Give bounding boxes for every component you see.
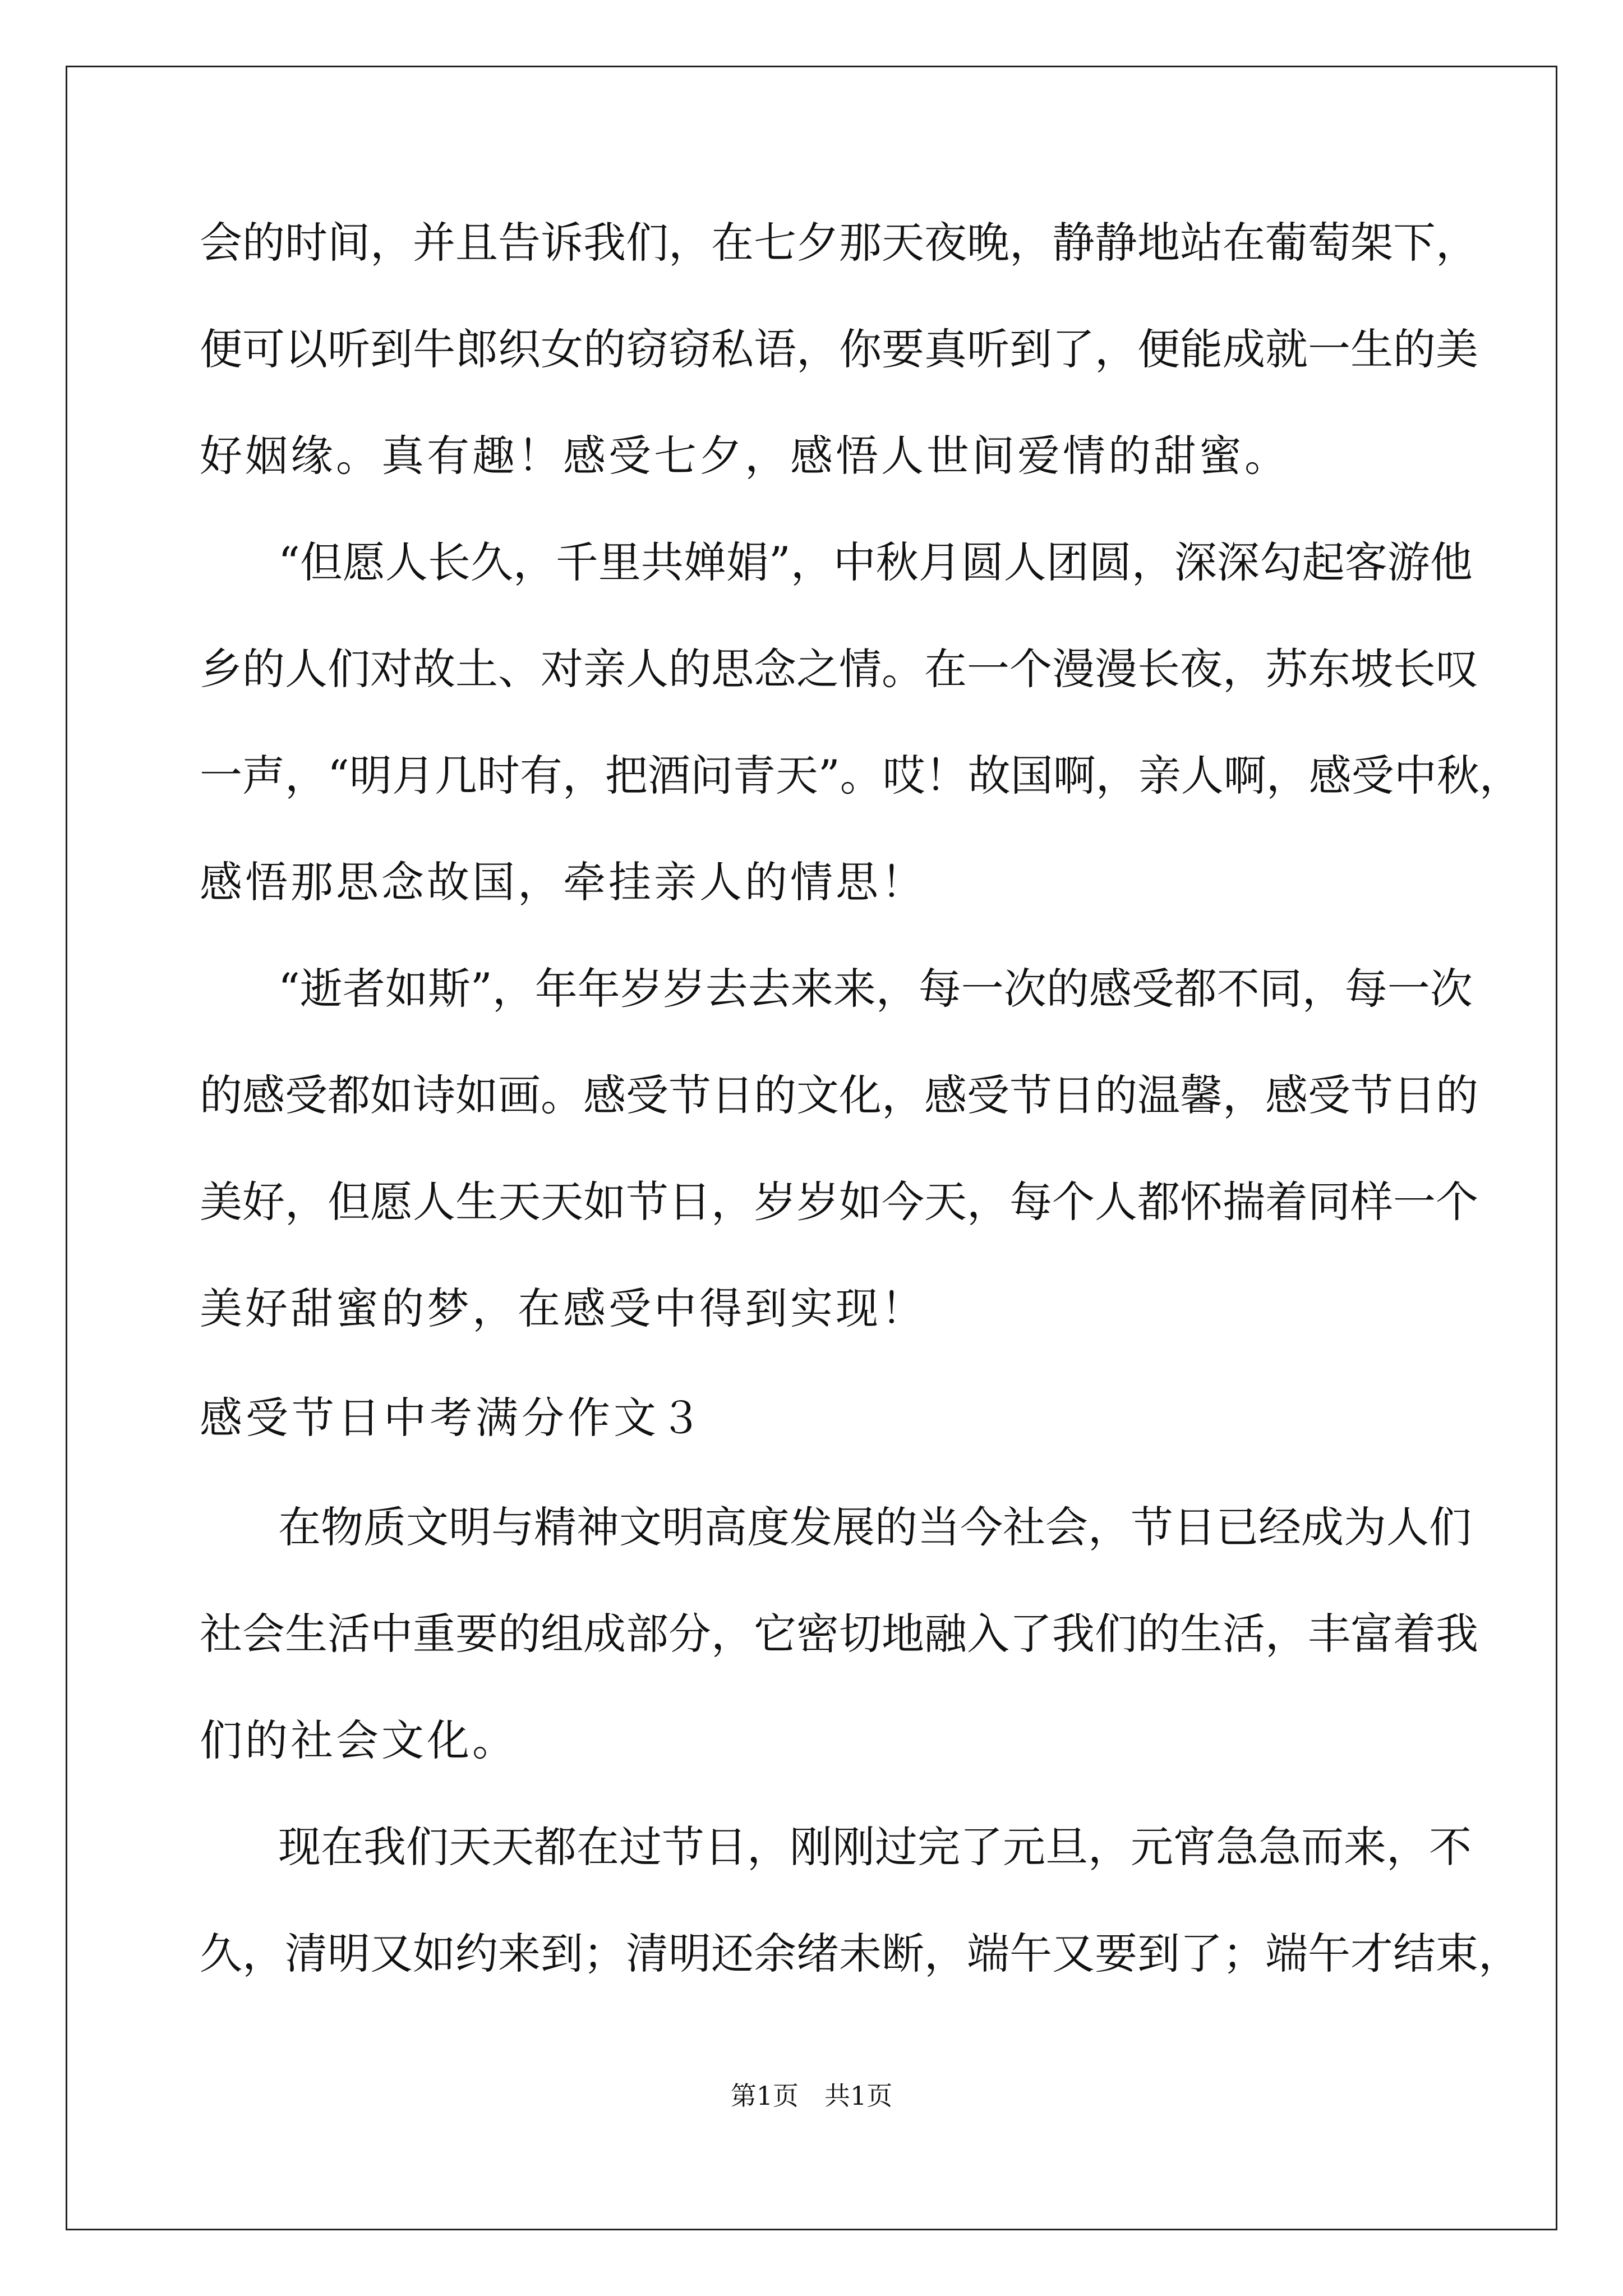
paragraph-first-line: 现在我们天天都在过节日，刚刚过完了元旦，元宵急急而来，不 [278,1822,1472,1872]
paragraph-first-line: “逝者如斯”，年年岁岁去去来来，每一次的感受都不同，每一次 [278,964,1473,1014]
paragraph-first-line: “但愿人长久，千里共婵娟”，中秋月圆人团圆，深深勾起客游他 [278,537,1473,587]
text-line: 会的时间，并且告诉我们，在七夕那天夜晚，静静地站在葡萄架下， [200,218,1478,268]
text-line: 感悟那思念故国，牵挂亲人的情思！ [200,857,926,907]
text-line: 们的社会文化。 [200,1715,518,1765]
text-line: 的感受都如诗如画。感受节日的文化，感受节日的温馨，感受节日的 [200,1070,1478,1120]
text-line: 好姻缘。真有趣！感受七夕，感悟人世间爱情的甜蜜。 [200,431,1290,481]
page-footer: 第1页 共1页 [730,2081,893,2111]
text-line: 久，清明又如约来到；清明还余绪未断，端午又要到了；端午才结束， [200,1929,1521,1978]
page-border [66,66,1557,2230]
text-line: 乡的人们对故土、对亲人的思念之情。在一个漫漫长夜，苏东坡长叹 [200,644,1478,694]
text-line: 美好，但愿人生天天如节日，岁岁如今天，每个人都怀揣着同样一个 [200,1177,1478,1227]
text-line: 社会生活中重要的组成部分，它密切地融入了我们的生活，丰富着我 [200,1609,1478,1659]
paragraph-first-line: 在物质文明与精神文明高度发展的当今社会，节日已经成为人们 [278,1502,1472,1552]
text-line: 便可以听到牛郎织女的窃窃私语，你要真听到了，便能成就一生的美 [200,324,1478,374]
text-line: 一声，“明月几时有，把酒问青天”。哎！故国啊，亲人啊，感受中秋， [200,751,1522,800]
section-heading: 感受节日中考满分作文３ [200,1393,706,1443]
text-line: 美好甜蜜的梦，在感受中得到实现！ [200,1283,926,1333]
